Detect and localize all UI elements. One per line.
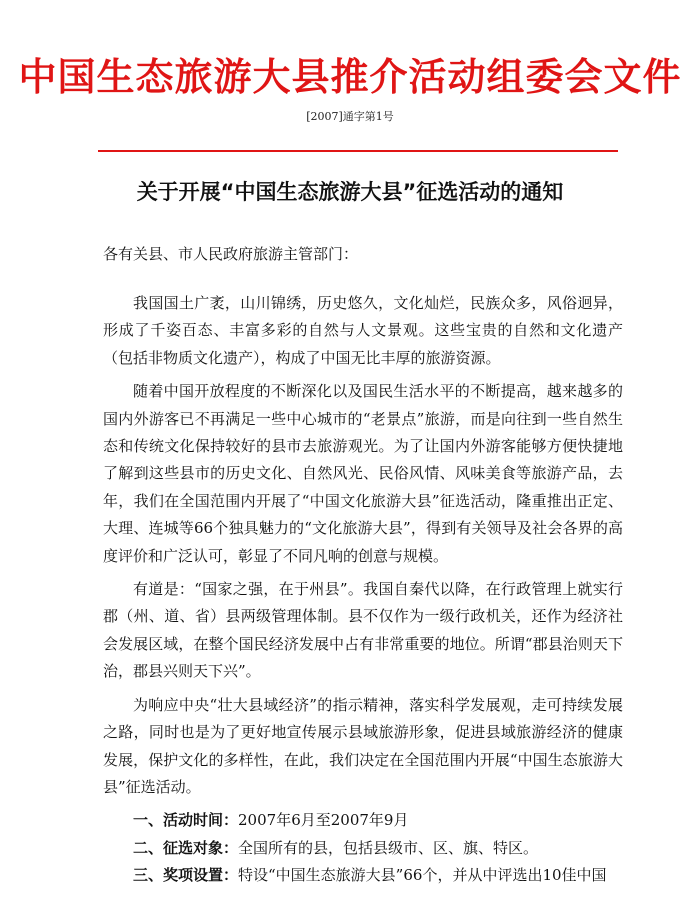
paragraph: 有道是：“国家之强，在于州县”。我国自秦代以降，在行政管理上就实行郡（州、道、省）县两级管理体制。县不仅作为一级行政机关，还作为经济社会发展区域，在整个国民经济发展中占有非常重要的地位。所谓“郡县治则天下治，郡县兴则天下兴”。 bbox=[103, 580, 623, 681]
item-text: 特设“中国生态旅游大县”66个，并从中评选出10佳中国 bbox=[238, 866, 607, 885]
paragraph: 为响应中央“壮大县域经济”的指示精神，落实科学发展观，走可持续发展之路，同时也是为了更好地宣传展示县域旅游形象，促进县域旅游经济的健康发展，保护文化的多样性，在此，我们决定在全国范围内开展“中国生态旅游大县”征选活动。 bbox=[103, 695, 623, 796]
paragraph: 我国国土广袤，山川锦绣，历史悠久，文化灿烂，民族众多，风俗迥异，形成了千姿百态、丰富多彩的自然与人文景观。这些宝贵的自然和文化遗产（包括非物质文化遗产），构成了中国无比丰厚的旅游资源。 bbox=[103, 294, 623, 367]
list-item bbox=[103, 862, 623, 889]
paragraph: 随着中国开放程度的不断深化以及国民生活水平的不断提高，越来越多的国内外游客已不再满足一些中心城市的“老景点”旅游，而是向往到一些自然生态和传统文化保持较好的县市去旅游观光。为了让国内外游客能够方便快捷地了解到这些县市的历史文化、自然风光、民俗风情、风味美食等旅游产品，去年，我们在全国范围内开展了“中国文化旅游大县”征选活动，隆重推出正定、大理、连城等66个独具魅力的“文化旅游大县”，得到有关领导及社会各界的高度评价和广泛认可，彰显了不同凡响的创意与规模。 bbox=[103, 382, 623, 565]
red-divider bbox=[98, 150, 618, 152]
item-text: 全国所有的县，包括县级市、区、旗、特区。 bbox=[238, 838, 539, 857]
addressee-line: 各有关县、市人民政府旅游主管部门： bbox=[103, 245, 359, 263]
notice-body bbox=[103, 290, 623, 890]
masthead-title: 中国生态旅游大县推介活动组委会文件 bbox=[18, 55, 682, 99]
item-label: 一、活动时间： bbox=[133, 811, 239, 830]
document-number: [2007]通字第1号 bbox=[306, 110, 394, 123]
list-item bbox=[103, 835, 623, 862]
list-item bbox=[103, 807, 623, 834]
item-label: 三、奖项设置： bbox=[133, 866, 239, 885]
notice-title: 关于开展“中国生态旅游大县”征选活动的通知 bbox=[136, 180, 564, 204]
item-text: 2007年6月至2007年9月 bbox=[238, 811, 409, 830]
item-label: 二、征选对象： bbox=[133, 838, 239, 857]
